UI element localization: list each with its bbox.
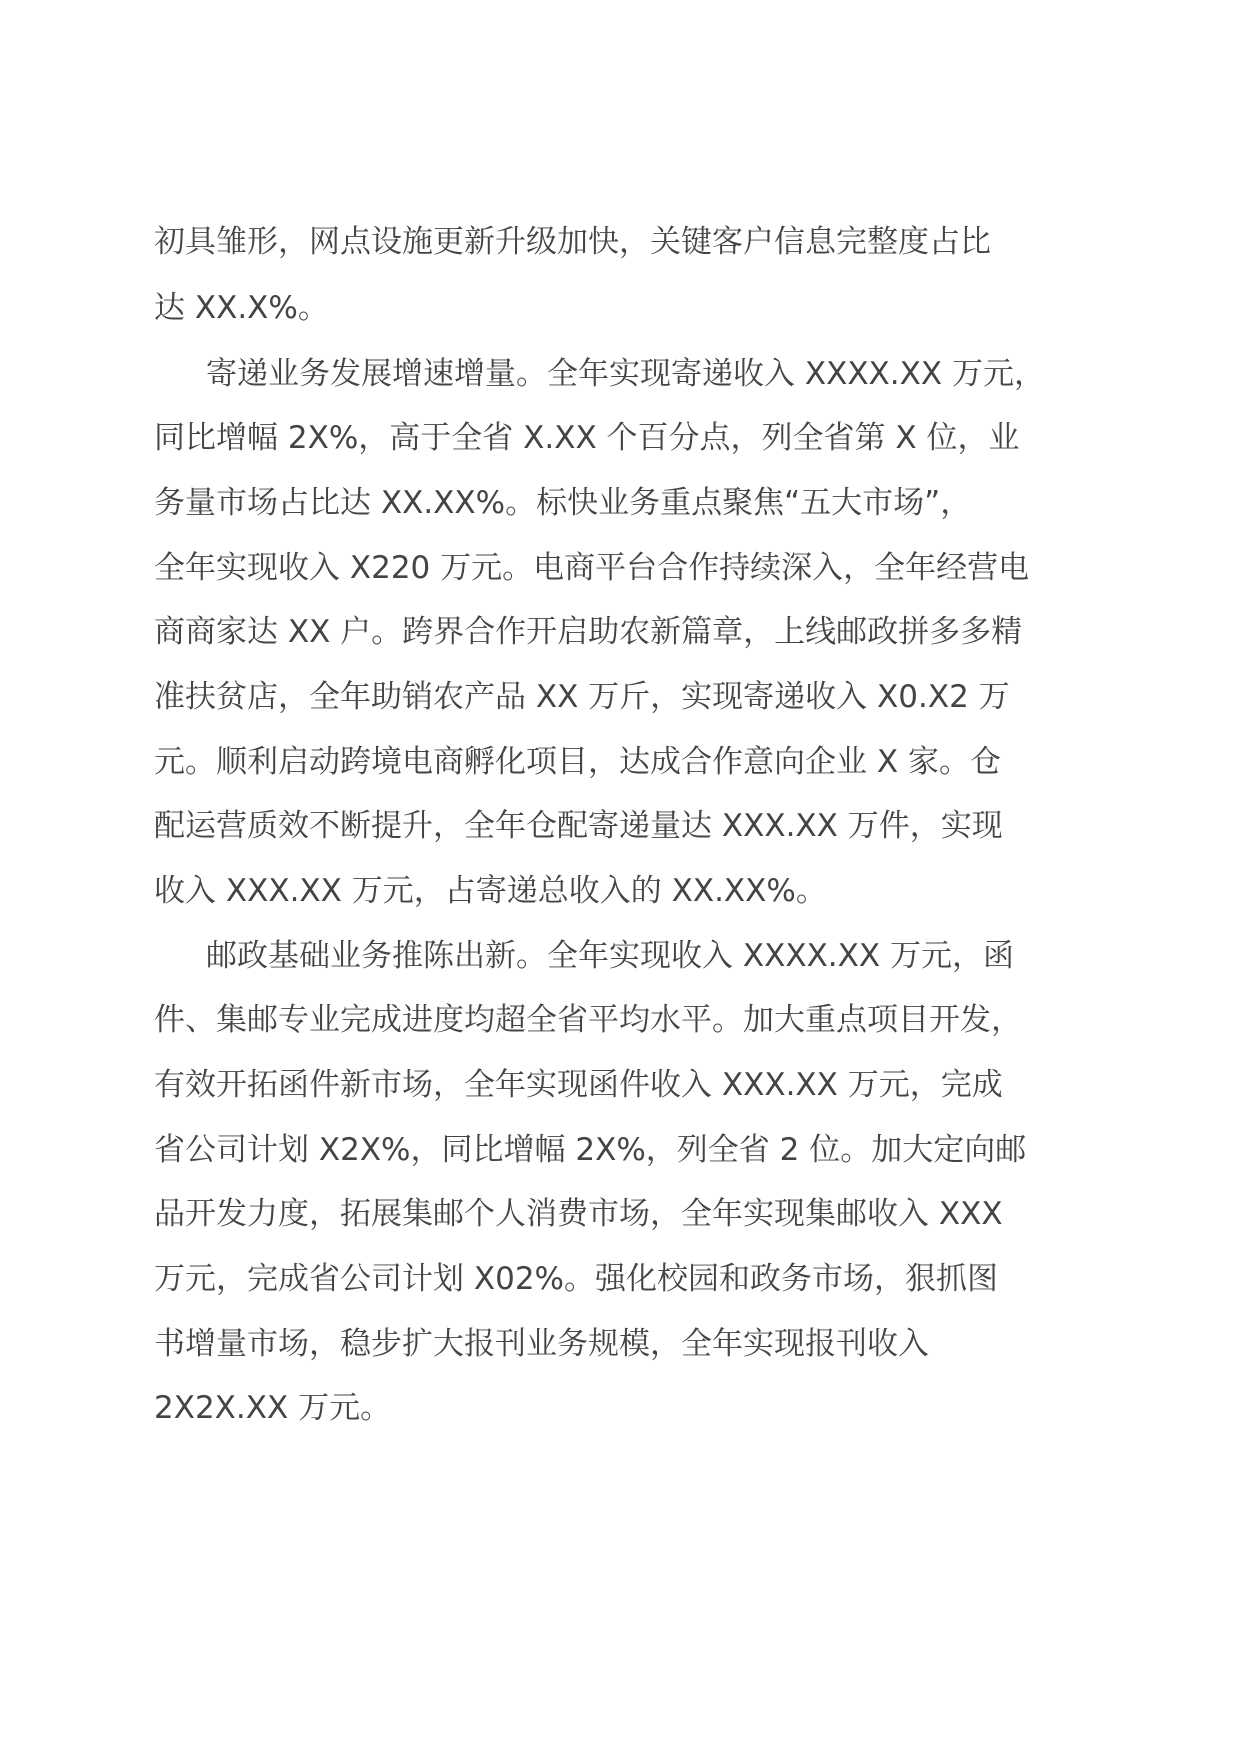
- paragraph-3-line-8: 2X2X.XX 万元。: [154, 1390, 392, 1426]
- paragraph-3-line-7: 书增量市场，稳步扩大报刊业务规模，全年实现报刊收入: [154, 1326, 929, 1362]
- paragraph-2-line-9: 收入 XXX.XX 万元，占寄递总收入的 XX.XX%。: [154, 873, 827, 909]
- paragraph-2-line-4: 全年实现收入 X220 万元。电商平台合作持续深入，全年经营电: [154, 550, 1030, 586]
- paragraph-2-line-6: 准扶贫店，全年助销农产品 XX 万斤，实现寄递收入 X0.X2 万: [154, 679, 1010, 715]
- paragraph-3-line-3: 有效开拓函件新市场，全年实现函件收入 XXX.XX 万元，完成: [154, 1067, 1003, 1103]
- paragraph-2-line-2: 同比增幅 2X%，高于全省 X.XX 个百分点，列全省第 X 位，业: [154, 420, 1020, 456]
- paragraph-2-line-5: 商商家达 XX 户。跨界合作开启助农新篇章，上线邮政拼多多精: [154, 614, 1023, 650]
- paragraph-3-line-6: 万元，完成省公司计划 X02%。强化校园和政务市场，狠抓图: [154, 1261, 998, 1297]
- paragraph-3-line-5: 品开发力度，拓展集邮个人消费市场，全年实现集邮收入 XXX: [154, 1196, 1003, 1232]
- paragraph-1-line-2: 达 XX.X%。: [154, 290, 329, 326]
- paragraph-2-line-1: 寄递业务发展增速增量。全年实现寄递收入 XXXX.XX 万元，: [206, 356, 1045, 392]
- paragraph-2-line-7: 元。顺利启动跨境电商孵化项目，达成合作意向企业 X 家。仓: [154, 744, 1001, 780]
- paragraph-3-line-1: 邮政基础业务推陈出新。全年实现收入 XXXX.XX 万元，函: [206, 938, 1014, 974]
- paragraph-3-line-4: 省公司计划 X2X%，同比增幅 2X%，列全省 2 位。加大定向邮: [154, 1132, 1027, 1168]
- paragraph-3-line-2: 件、集邮专业完成进度均超全省平均水平。加大重点项目开发，: [154, 1002, 1022, 1038]
- paragraph-1-line-1: 初具雏形，网点设施更新升级加快，关键客户信息完整度占比: [154, 224, 991, 260]
- paragraph-2-line-3: 务量市场占比达 XX.XX%。标快业务重点聚焦“五大市场”，: [154, 485, 972, 521]
- paragraph-2-line-8: 配运营质效不断提升，全年仓配寄递量达 XXX.XX 万件，实现: [154, 808, 1003, 844]
